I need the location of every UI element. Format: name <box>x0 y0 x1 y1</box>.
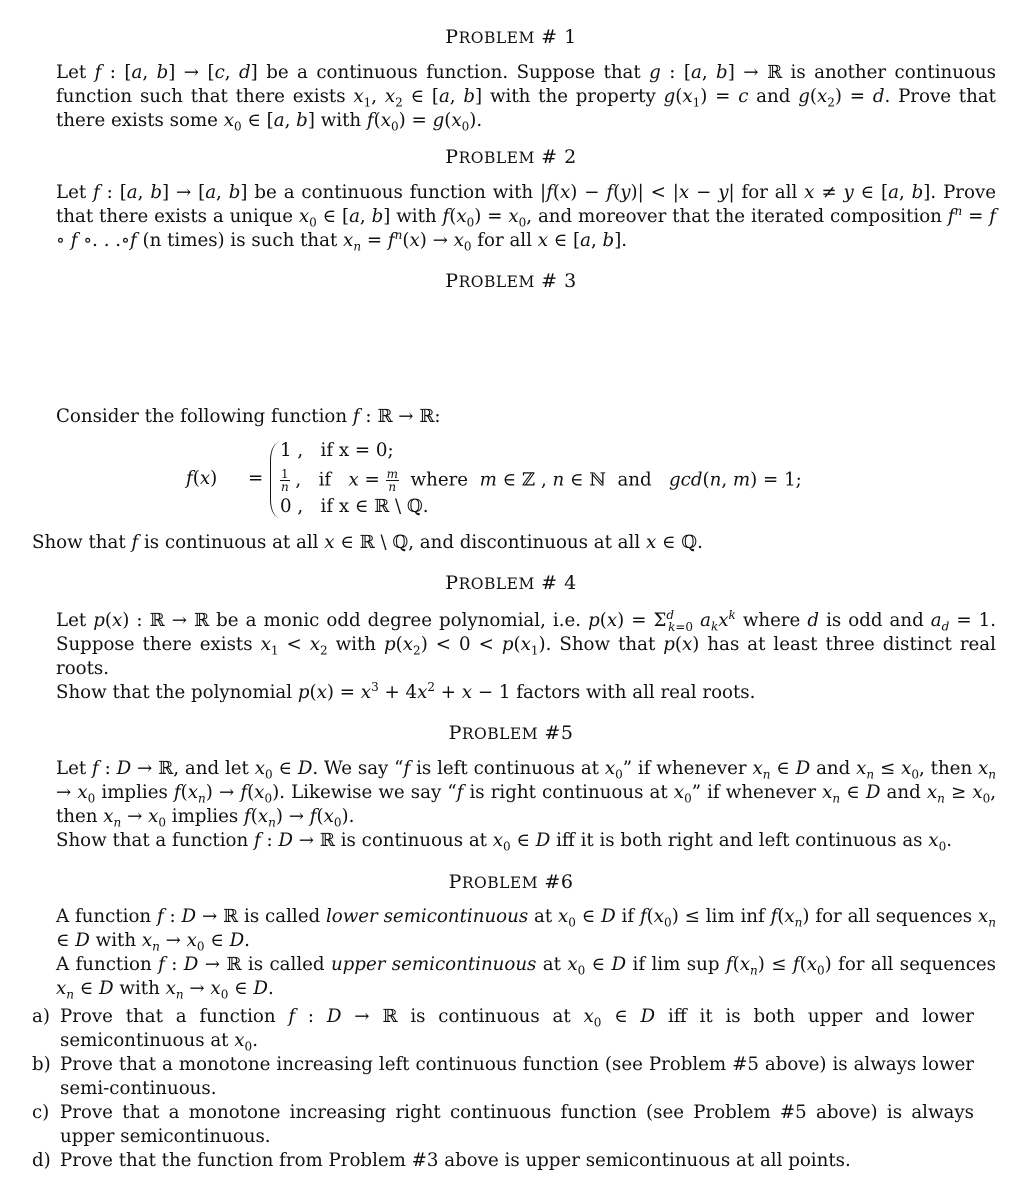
problem-3-intro: Consider the following function f : ℝ → ℝ: <box>56 406 441 427</box>
case-3: 0 , if x ∈ ℝ \ ℚ. <box>280 496 429 517</box>
problem-2-text: Let f : [a, b] → [a, b] be a continuous function with |f(x) − f(y)| < |x − y| for all x ≠ y ∈ [a, b]. Prove that there exists a unique $x_0$ ∈ [a, b] with $f(x_0) = x_0$, and moreover that the iterated composition $f^n = f$ ∘ f ∘. . .∘f (n times) is such that $x_n = f^n(x) \to x_0$ for all x ∈ [a, b]. <box>56 182 996 254</box>
problem-5-heading: PROBLEM #5 <box>448 722 574 744</box>
problem-1-heading: PROBLEM # 1 <box>445 26 577 48</box>
problem-4-second: Show that the polynomial $p(x) = x^3 + 4x^2 + x - 1$ factors with all real roots. <box>56 679 756 703</box>
problem-4-heading: PROBLEM # 4 <box>445 572 577 594</box>
problem-5-text: Let f : D → ℝ, and let $x_0$ ∈ D. We say “f is left continuous at $x_0$” if whenever $x_n$ ∈ D and $x_n \le x_0$, then $x_n \to x_0$ implies $f(x_n) \to f(x_0)$. Likewise we say “f is right continuous at $x_0$” if whenever $x_n$ ∈ D and $x_n \ge x_0$, then $x_n \to x_0$ implies $f(x_n) \to f(x_0)$. <box>56 758 997 830</box>
case-1: 1 , if x = 0; <box>280 440 394 461</box>
problem-6-def-lower: A function f : D → ℝ is called lower semicontinuous at $x_0$ ∈ D if $f(x_0) \le \lim$ inf $f(x_n)$ for all sequences $x_n$ ∈ D with $x_n \to x_0$ ∈ D. <box>56 906 996 954</box>
problem-2-heading: PROBLEM # 2 <box>445 146 577 168</box>
case-2: $\frac{1}{n}$ , if x = $\frac{m}{n}$ where m ∈ ℤ , n ∈ ℕ and gcd(n, m) = 1; <box>280 467 802 494</box>
document-page: PROBLEM # 1 Let f : [a, b] → [c, d] be a continuous function. Suppose that g : [a, b] → ℝ is another continuous function such that there exists $x_1$, $x_2$ ∈ [a, b] with the property $g(x_1) = c$ and $g(x_2) = d$. Prove that there exists some $x_0$ ∈ [a, b] with $f(x_0) = g(x_0)$. PROBLEM # 2 Let f : [a, b] → [a, b] be a continuous function with |f(x) − f(y)| < |x − y| for all x ≠ y ∈ [a, b]. Prove that there exists a unique $x_0$ ∈ [a, b] with $f(x_0) = x_0$, and moreover that the iterated composition $f^n = f$ ∘ f ∘. . .∘f (n times) is such that $x_n = f^n(x) \to x_0$ for all x ∈ [a, b]. PROBLEM # 3 Consider the following function f : ℝ → ℝ: f(x) = 1 , if x = 0; $\frac{1}{n}$ , if x = $\frac{m}{n}$ where m ∈ ℤ , n ∈ ℕ and gcd(n, m) = 1; 0 , if x ∈ ℝ \ ℚ. Show that f is continuous at all x ∈ ℝ \ ℚ, and discontinuous at all x ∈ ℚ. PROBLEM # 4 Let p(x) : ℝ → ℝ be a monic odd degree polynomial, i.e. $p(x) = \Sigma^d_{k=0}$ $a_kx^k$ where d is odd and $a_d = 1$. Suppose there exists $x_1 < x_2$ with $p(x_2) < 0 < p(x_1)$. Show that p(x) has at least three distinct real roots. Show that the polynomial $p(x) = x^3 + 4x^2 + x - 1$ factors with all real roots. PROBLEM #5 Let f : D → ℝ, and let $x_0$ ∈ D. We say “f is left continuous at $x_0$” if whenever $x_n$ ∈ D and $x_n \le x_0$, then $x_n \to x_0$ implies $f(x_n) \to f(x_0)$. Likewise we say “f is right continuous at $x_0$” if whenever $x_n$ ∈ D and $x_n \ge x_0$, then $x_n \to x_0$ implies $f(x_n) \to f(x_0)$. Show that a function f : D → ℝ is continuous at $x_0$ ∈ D iff it is both right and left continuous as $x_0$. PROBLEM #6 A function f : D → ℝ is called lower semicontinuous at $x_0$ ∈ D if $f(x_0) \le \lim$ inf $f(x_n)$ for all sequences $x_n$ ∈ D with $x_n \to x_0$ ∈ D. A function f : D → ℝ is called upper semicontinuous at $x_0$ ∈ D if lim sup $f(x_n) \le f(x_0)$ for all sequences $x_n$ ∈ D with $x_n \to x_0$ ∈ D. a) Prove that a function f : D → ℝ is continuous at $x_0$ ∈ D iff it is both upper and lower semicontinuous at $x_0$. b) Prove that a monotone increasing left continuous function (see Problem #5 above) is always lower semi-continuous. c) Prove that a monotone increasing right continuous function (see Problem #5 above) is always upper semicontinuous. d) Prove that the function from Problem #3 above is upper semicontinuous at all points. <box>0 0 1022 1186</box>
problem-6-heading: PROBLEM #6 <box>448 871 574 893</box>
problem-6-def-upper: A function f : D → ℝ is called upper semicontinuous at $x_0$ ∈ D if lim sup $f(x_n) \le f(x_0)$ for all sequences $x_n$ ∈ D with $x_n \to x_0$ ∈ D. <box>56 954 996 1002</box>
problem-4-text: Let p(x) : ℝ → ℝ be a monic odd degree polynomial, i.e. $p(x) = \Sigma^d_{k=0}$ $a_kx^k$ where d is odd and $a_d = 1$. Suppose there exists $x_1 < x_2$ with $p(x_2) < 0 < p(x_1)$. Show that p(x) has at least three distinct real roots. <box>56 607 996 679</box>
problem-1-text: Let f : [a, b] → [c, d] be a continuous function. Suppose that g : [a, b] → ℝ is another continuous function such that there exists $x_1$, $x_2$ ∈ [a, b] with the property $g(x_1) = c$ and $g(x_2) = d$. Prove that there exists some $x_0$ ∈ [a, b] with $f(x_0) = g(x_0)$. <box>56 62 996 134</box>
problem-3-outro: Show that f is continuous at all x ∈ ℝ \ ℚ, and discontinuous at all x ∈ ℚ. <box>32 532 703 553</box>
problem-3-heading: PROBLEM # 3 <box>445 270 577 292</box>
problem-5-second: Show that a function f : D → ℝ is continuous at $x_0$ ∈ D iff it is both right and left continuous as $x_0$. <box>56 830 952 854</box>
piecewise-function: f(x) = 1 , if x = 0; $\frac{1}{n}$ , if x = $\frac{m}{n}$ where m ∈ ℤ , n ∈ ℕ and gcd(n, m) = 1; 0 , if x ∈ ℝ \ ℚ. <box>186 440 802 517</box>
